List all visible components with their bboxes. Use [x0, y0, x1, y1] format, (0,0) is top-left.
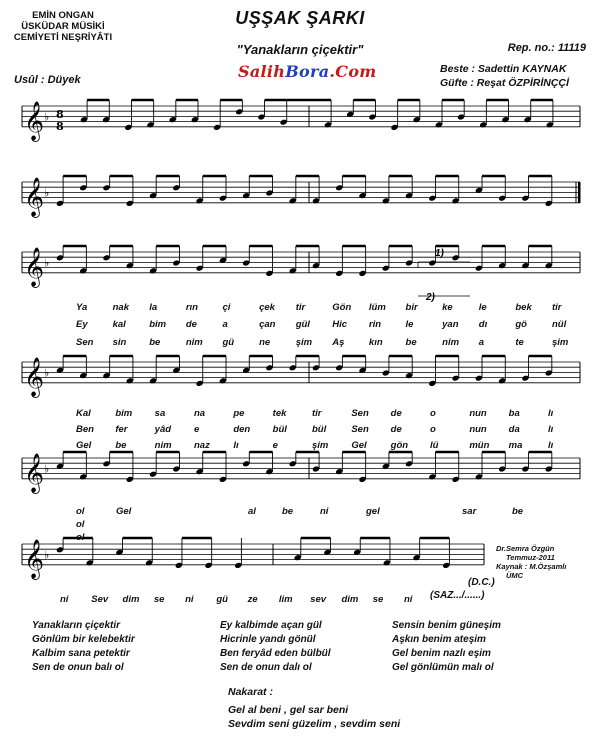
da-capo-mark: (D.C.) [468, 577, 495, 588]
verse-line: Gönlüm bir kelebektir [32, 634, 135, 645]
lyric-syllable: Gel [76, 440, 92, 451]
treble-clef: 𝄞 [24, 356, 45, 397]
lyric-syllable: lim [278, 594, 293, 605]
lyric-syllable: Ben [76, 424, 94, 435]
lyric-syllable: yan [442, 319, 459, 330]
logo-part: .Com [329, 62, 377, 81]
lyric-syllable: nak [112, 302, 129, 313]
lyric-syllable: Gön [332, 302, 352, 313]
lyric-syllable: rin [368, 319, 382, 330]
lyric-syllable: ni [320, 506, 329, 517]
lyric-syllable: be [405, 337, 417, 348]
verse-line: Hicrinle yandı gönül [220, 634, 316, 645]
lyric-syllable: ol [76, 519, 85, 530]
lyric-syllable: nim [442, 337, 460, 348]
lyric-syllable: o [430, 424, 436, 435]
lyric-syllable: Ya [76, 302, 88, 313]
lyric-syllable: şim [295, 337, 313, 348]
verse-1 [32, 619, 135, 675]
song-subtitle: "Yanakların çiçektir" [236, 42, 364, 57]
lyric-syllable: na [194, 408, 206, 419]
lyric-syllable: nim [185, 337, 203, 348]
lyric-syllable: fer [115, 424, 128, 435]
transcriber-credits [496, 544, 566, 580]
lyric-syllable: le [405, 319, 414, 330]
lyric-syllable: çan [259, 319, 276, 330]
lyric-syllable: gö [515, 319, 527, 330]
verse-line: Sen de onun balı ol [32, 662, 124, 673]
nakarat-label: Nakarat : [228, 686, 273, 698]
lyric-syllable: sa [154, 408, 166, 419]
verse-line: Aşkın benim ateşim [392, 634, 486, 645]
lyric-syllable: Sen [76, 337, 94, 348]
lyric-syllable: bek [515, 302, 532, 313]
verse-line: Ben feryâd eden bülbül [220, 648, 331, 659]
verse-line: Gel benim nazlı eşim [392, 648, 491, 659]
lyric-syllable: gül [295, 319, 310, 330]
lyric-syllable: kın [368, 337, 383, 348]
lyric-syllable: lı [548, 440, 554, 451]
lyric-syllable: bim [149, 319, 167, 330]
verse-3 [392, 619, 501, 675]
lyric-syllable: be [149, 337, 161, 348]
lyric-syllable: la [149, 302, 158, 313]
logo-part: Salih [238, 62, 286, 81]
lyric-syllable: lı [548, 424, 554, 435]
treble-clef: 𝄞 [24, 246, 45, 287]
lyric-syllable: tir [312, 408, 322, 419]
lyric-syllable: lü [430, 440, 439, 451]
lyric-syllable: şim [312, 440, 329, 451]
lyricist: Güfte : Reşat ÖZPİRİNÇÇİ [440, 77, 569, 89]
treble-clef: 𝄞 [24, 452, 45, 493]
lyric-syllable: nim [154, 440, 172, 451]
volta-1: 1) [435, 248, 444, 259]
publisher-line: ÜSKÜDAR MÜSİKİ [21, 21, 105, 32]
lyric-syllable: tir [552, 302, 562, 313]
lyric-syllable: ne [259, 337, 271, 348]
lyric-syllable: ni [185, 594, 194, 605]
key-accidental: ♭ [44, 462, 50, 476]
treble-clef: 𝄞 [24, 100, 45, 141]
lyric-syllable: den [233, 424, 251, 435]
lyric-syllable: se [153, 594, 165, 605]
lyric-syllable: ke [442, 302, 453, 313]
lyric-syllable: be [282, 506, 294, 517]
lyric-syllable: be [115, 440, 127, 451]
lyric-syllable: bül [312, 424, 327, 435]
lyric-syllable: de [185, 319, 197, 330]
lyric-syllable: dim [341, 594, 359, 605]
credit-line: Dr.Semra Özgün [496, 544, 555, 553]
lyric-syllable: a [222, 319, 228, 330]
lyric-syllable: Gel [351, 440, 367, 451]
lyric-syllable: a [478, 337, 485, 348]
refrain-line: Sevdim seni güzelim , sevdim seni [228, 718, 401, 730]
lyric-syllable: sar [462, 506, 477, 517]
verse-line: Sensin benim güneşim [392, 620, 501, 631]
lyric-syllable: ni [404, 594, 413, 605]
verse-line: Ey kalbimde açan gül [220, 620, 322, 631]
lyric-syllable: Sev [91, 594, 109, 605]
lyric-syllable: ba [508, 408, 520, 419]
lyric-syllable: se [372, 594, 384, 605]
lyric-syllable: kal [112, 319, 126, 330]
verse-line: Kalbim sana petektir [32, 648, 130, 659]
lyric-syllable: lüm [368, 302, 386, 313]
lyric-syllable: ma [508, 440, 523, 451]
lyric-syllable: ni [60, 594, 69, 605]
saz-mark: (SAZ.../......) [430, 590, 485, 601]
lyric-syllable: bim [115, 408, 133, 419]
page-title: UŞŞAK ŞARKI [235, 8, 365, 28]
verse-2 [220, 619, 331, 675]
composer: Beste : Sadettin KAYNAK [440, 63, 567, 75]
publisher-line: EMİN ONGAN [32, 10, 94, 21]
logo-part: Bora [285, 62, 330, 81]
lyric-syllable: yâd [154, 424, 172, 435]
verse-line: Yanakların çiçektir [32, 620, 121, 631]
lyric-syllable: ol [76, 532, 85, 543]
lyric-syllable: dim [122, 594, 140, 605]
lyric-syllable: tek [272, 408, 287, 419]
lyric-syllable: çi [222, 302, 231, 313]
verse-line: Sen de onun dalı ol [220, 662, 312, 673]
lyric-syllable: rın [185, 302, 198, 313]
lyric-syllable: al [248, 506, 256, 517]
lyric-syllable: gön [390, 440, 409, 451]
lyric-syllable: Ey [76, 319, 88, 330]
credit-line: Temmuz-2011 [506, 553, 555, 562]
lyric-syllable: de [390, 424, 402, 435]
lyric-syllable: lı [548, 408, 554, 419]
treble-clef: 𝄞 [24, 538, 45, 579]
lyric-syllable: gü [222, 337, 235, 348]
lyric-syllable: şim [552, 337, 569, 348]
lyric-syllable: gel [366, 506, 380, 517]
time-signature-bottom: 8 [56, 120, 64, 133]
volta-2: 2) [426, 292, 435, 303]
lyric-syllable: da [508, 424, 520, 435]
lyric-syllable: lı [233, 440, 239, 451]
refrain [228, 703, 400, 731]
lyric-syllable: Kal [76, 408, 91, 419]
lyric-syllable: Gel [116, 506, 132, 517]
lyric-syllable: nun [469, 408, 487, 419]
lyric-syllable: te [515, 337, 524, 348]
lyric-syllable: de [390, 408, 402, 419]
lyric-syllable: ol [76, 506, 85, 517]
key-accidental: ♭ [44, 548, 50, 562]
lyric-syllable: gü [216, 594, 228, 605]
lyric-syllable: ze [247, 594, 258, 605]
usul-label: Usûl : Düyek [14, 74, 81, 86]
lyric-syllable: Sen [351, 424, 369, 435]
lyric-syllable: nun [469, 424, 487, 435]
key-accidental: ♭ [44, 186, 50, 200]
lyric-syllable: naz [194, 440, 210, 451]
refrain-line: Gel al beni , gel sar beni [228, 704, 349, 716]
lyric-syllable: dı [478, 319, 488, 330]
lyric-syllable: be [512, 506, 524, 517]
lyric-syllable: pe [233, 408, 245, 419]
lyric-syllable: Aş [332, 337, 345, 348]
lyric-syllable: sev [310, 594, 327, 605]
repertoire-number: Rep. no.: 11119 [507, 42, 586, 54]
lyric-syllable: mün [469, 440, 490, 451]
lyric-syllable: tir [295, 302, 306, 313]
final-barline [578, 182, 580, 203]
credit-line: Kaynak : M.Özşamlı [496, 562, 567, 571]
lyric-syllable: çek [259, 302, 275, 313]
key-accidental: ♭ [44, 110, 50, 124]
lyric-syllable: sin [112, 337, 127, 348]
lyric-syllable: e [272, 440, 278, 451]
publisher-line: CEMİYETİ NEŞRİYÂTI [13, 32, 113, 43]
lyric-syllable: le [478, 302, 487, 313]
lyric-syllable: Sen [351, 408, 369, 419]
lyric-syllable: e [194, 424, 200, 435]
lyric-syllable: o [430, 408, 436, 419]
key-accidental: ♭ [44, 366, 50, 380]
key-accidental: ♭ [44, 256, 50, 270]
verse-line: Gel gönlümün malı ol [392, 662, 494, 673]
lyric-syllable: bül [272, 424, 287, 435]
time-signature-top: 8 [56, 108, 64, 121]
treble-clef: 𝄞 [24, 176, 45, 217]
credit-line: ÜMC [506, 571, 524, 580]
lyric-syllable: bir [405, 302, 418, 313]
lyric-syllable: nül [552, 319, 567, 330]
lyric-syllable: Hic [332, 319, 348, 330]
